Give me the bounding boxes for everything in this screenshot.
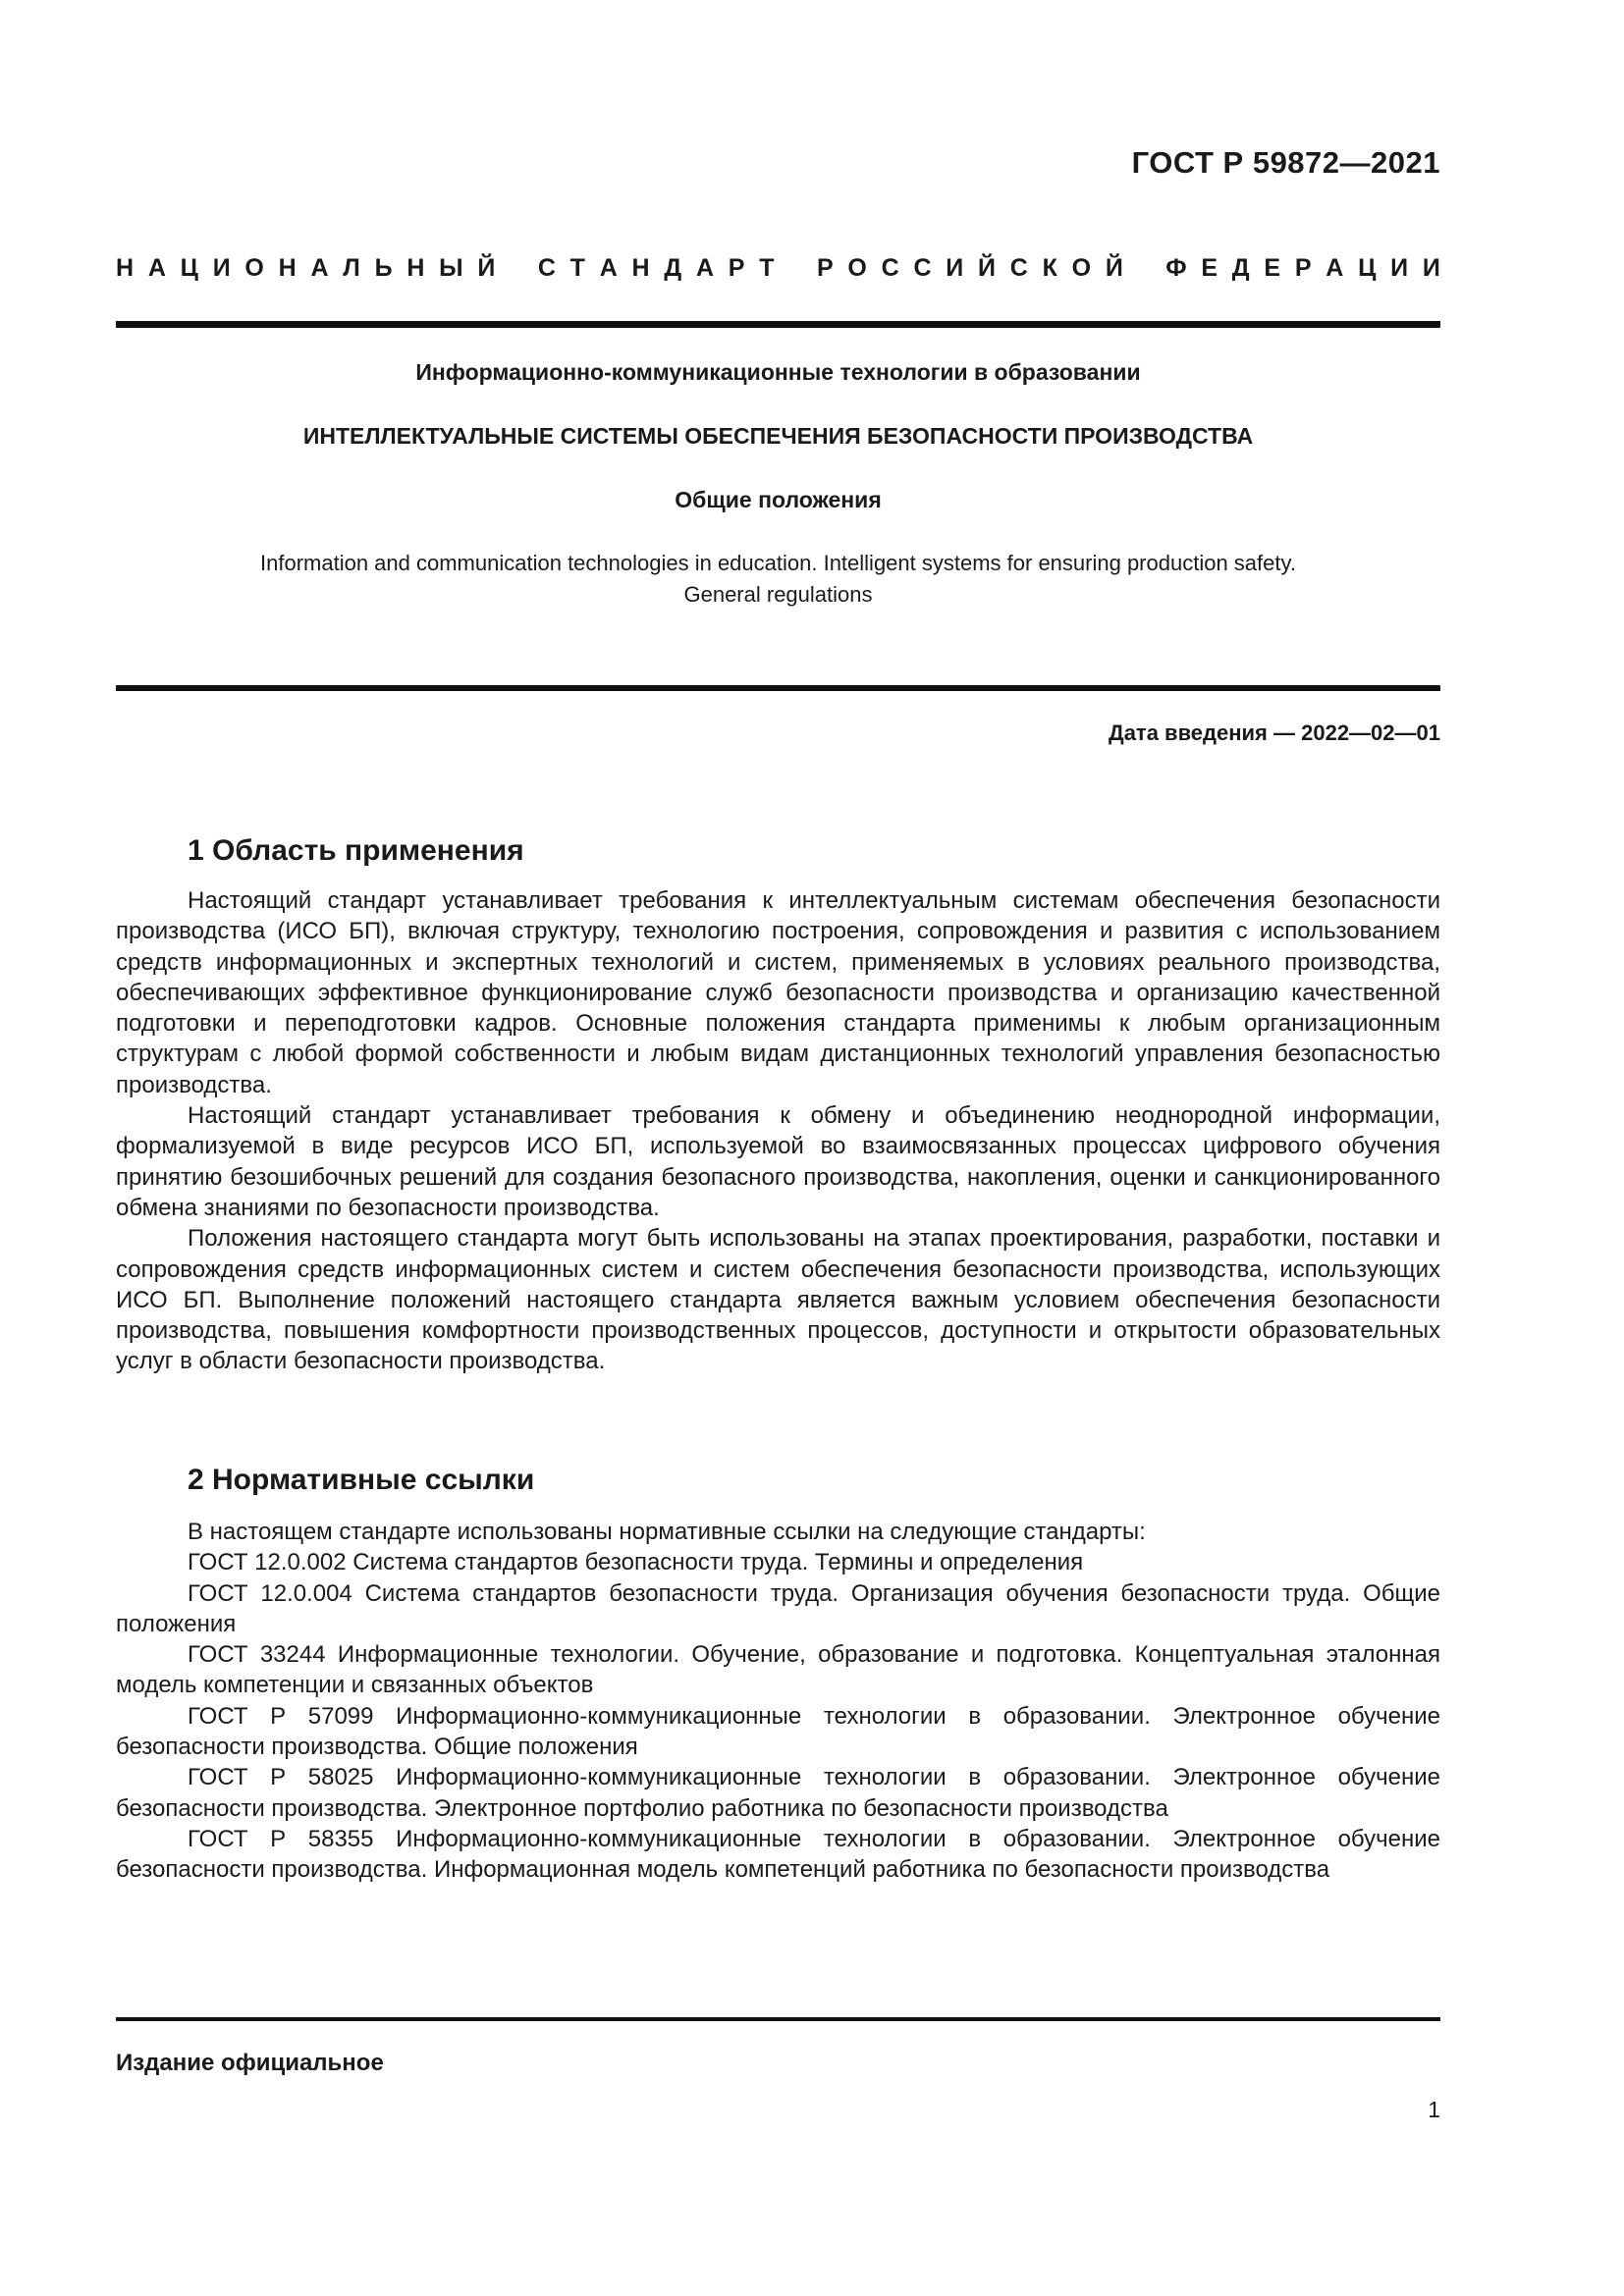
page-number: 1 [1428, 2097, 1440, 2122]
bottom-rule [116, 2017, 1440, 2021]
standard-number: ГОСТ Р 59872—2021 [1131, 145, 1440, 180]
english-title-line-2: General regulations [683, 582, 873, 607]
introduction-date: Дата введения — 2022—02—01 [1109, 721, 1440, 745]
standard-subject: Информационно-коммуникационные технологии в образовании [415, 359, 1141, 385]
national-standard-banner: Н А Ц И О Н А Л Ь Н Ы Й С Т А Н Д А Р Т Р О С С И Й С К О Й Ф Е Д Е Р А Ц И И [116, 254, 1440, 282]
standard-title: ИНТЕЛЛЕКТУАЛЬНЫЕ СИСТЕМЫ ОБЕСПЕЧЕНИЯ БЕЗОПАСНОСТИ ПРОИЗВОДСТВА [302, 423, 1254, 449]
normative-reference: ГОСТ Р 58025 Информационно-коммуникационные технологии в образовании. Электронное обучение безопасности производства. Электронное портфолио работника по безопасности производства [116, 1764, 1440, 1822]
english-title-line-1: Information and communication technologies in education. Intelligent systems for ensuring production safety. [260, 551, 1296, 575]
normative-reference: ГОСТ Р 57099 Информационно-коммуникационные технологии в образовании. Электронное обучение безопасности производства. Общие положения [116, 1702, 1440, 1761]
section-2-body [116, 1517, 1440, 1886]
section-1-paragraph: Настоящий стандарт устанавливает требования к интеллектуальным системам обеспечения безопасности производства (ИСО БП), включая структуру, технологию построения, сопровождения и развития с использованием средств информационных и экспертных технологий и систем, применяемых в условиях реального производства, обеспечивающих эффективное функционирование служб безопасности производства и организацию качественной подготовки и переподготовки кадров. Основные положения стандарта применимы к любым организационным структурам с любой формой собственности и любым видам дистанционных технологий управления безопасностью производства. [116, 887, 1440, 1098]
section-1-paragraph: Настоящий стандарт устанавливает требования к обмену и объединению неоднородной информации, формализуемой в виде ресурсов ИСО БП, используемой во взаимосвязанных процессах цифрового обучения принятию безошибочных решений для создания безопасного производства, накопления, оценки и санкционированного обмена знаниями по безопасности производства. [116, 1102, 1440, 1221]
section-1-heading: 1 Область применения [188, 834, 524, 867]
top-rule [116, 321, 1440, 328]
section-1-paragraph: Положения настоящего стандарта могут быть использованы на этапах проектирования, разработки, поставки и сопровождения средств информационных систем и систем обеспечения безопасности производства, использующих ИСО БП. Выполнение положений настоящего стандарта является важным условием обеспечения безопасности производства, повышения комфортности производственных процессов, доступности и открытости образовательных услуг в области безопасности производства. [116, 1225, 1440, 1375]
middle-rule [116, 685, 1440, 691]
official-edition-label: Издание официальное [116, 2050, 384, 2076]
normative-reference: ГОСТ Р 58355 Информационно-коммуникационные технологии в образовании. Электронное обучение безопасности производства. Информационная модель компетенций работника по безопасности производства [116, 1825, 1440, 1884]
normative-reference: ГОСТ 33244 Информационные технологии. Обучение, образование и подготовка. Концептуальная эталонная модель компетенции и связанных объектов [116, 1641, 1440, 1699]
english-title [116, 548, 1440, 611]
standard-subtitle: Общие положения [675, 487, 882, 512]
section-2-paragraph: В настоящем стандарте использованы нормативные ссылки на следующие стандарты: [188, 1519, 1146, 1545]
normative-reference: ГОСТ 12.0.002 Система стандартов безопасности труда. Термины и определения [188, 1549, 1084, 1576]
section-2-heading: 2 Нормативные ссылки [188, 1464, 535, 1496]
normative-reference: ГОСТ 12.0.004 Система стандартов безопасности труда. Организация обучения безопасности труда. Общие положения [116, 1579, 1440, 1637]
section-1-body [116, 885, 1440, 1377]
